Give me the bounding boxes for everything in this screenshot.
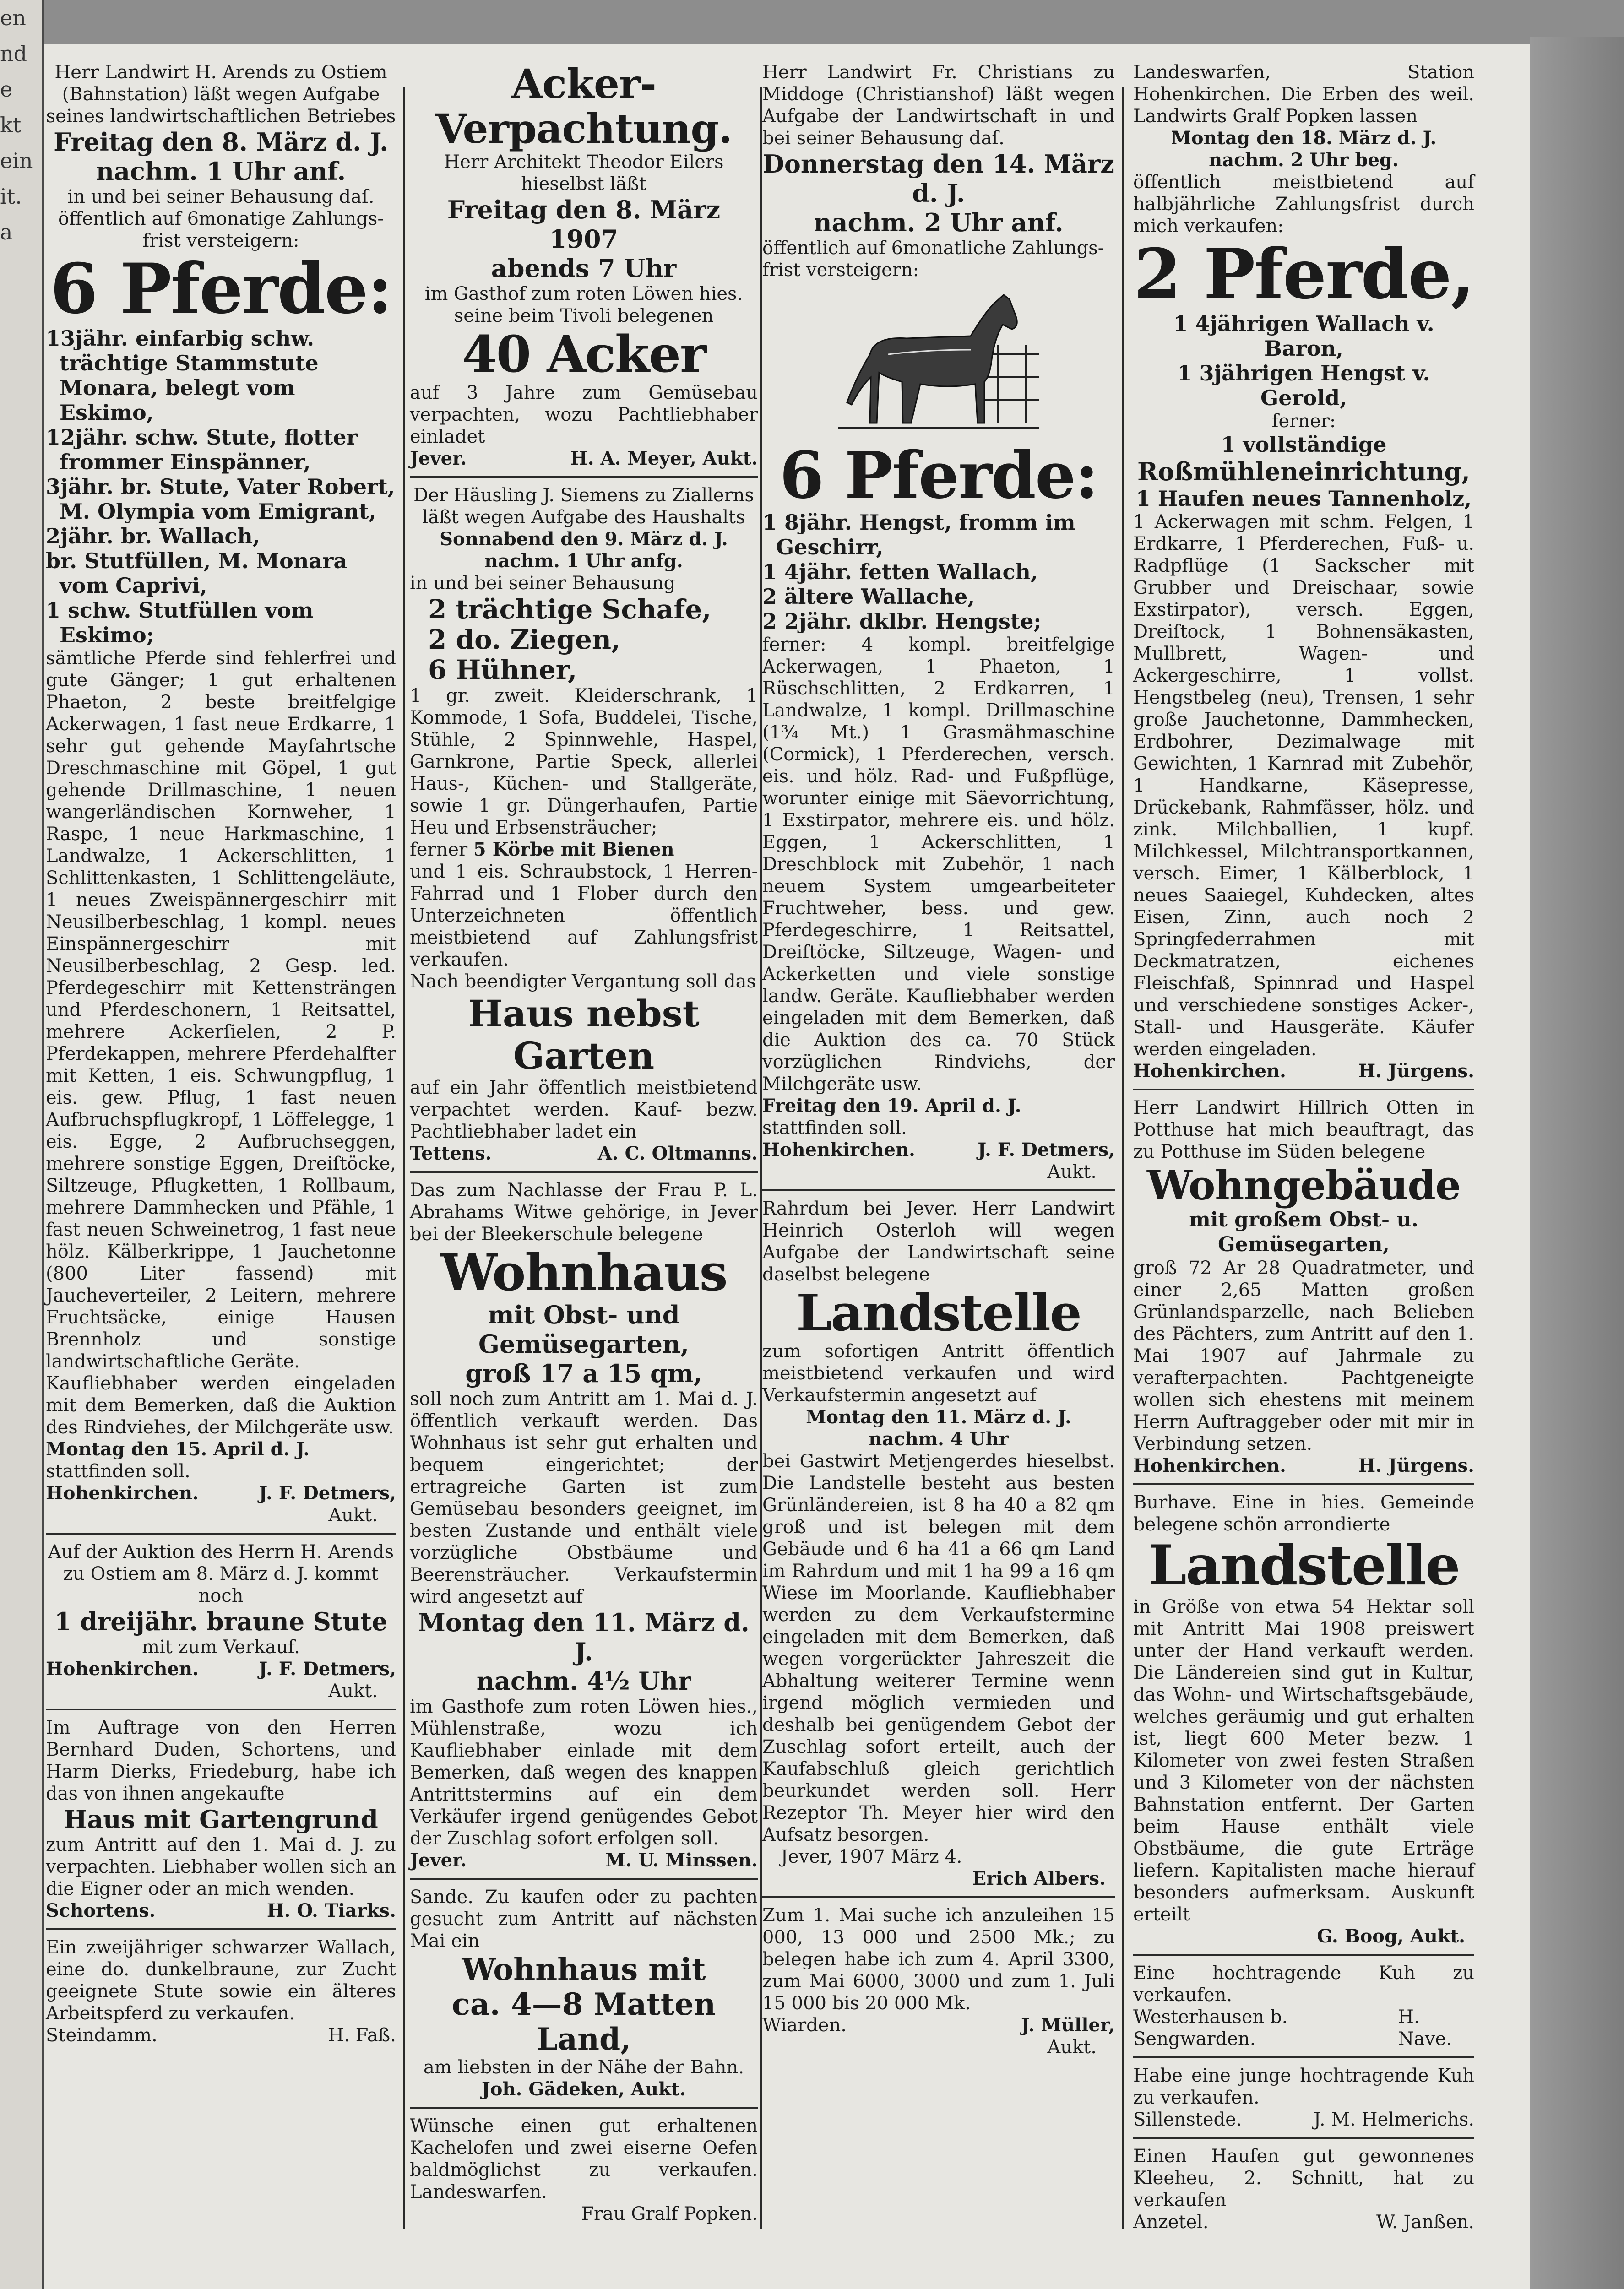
ad-signature — [1133, 1455, 1474, 1477]
sig-place: Hohenkirchen. — [46, 1658, 199, 1680]
horse-illustration-icon — [833, 286, 1044, 437]
ad-signature — [1133, 1060, 1474, 1082]
ad-intro: Herr Landwirt Fr. Christians zu Middoge (Christianshof) läßt wegen Aufgabe der Landwirtschaft in und bei seiner Behausung daſ. — [762, 62, 1115, 149]
ad-date: Freitag den 8. März 1907 — [447, 195, 721, 254]
ad-body: 1 Ackerwagen mit schm. Felgen, 1 Erdkarre, 1 Pferderechen, Fuß- u. Radpflüge (1 Sackscher mit Grubber und Dreischaar, sowie Exstirpator), versch. Eggen, Dreiſtock, 1 Bohnensäkasten, Mullbrett, Wagen- und Ackergeschirre, 1 vollst. Hengstbeleg (neu), Trensen, 1 sehr große Jauchetonne, Dammhecken, Erdbohrer, Dezimalwage mit Gewichten, 1 Karnrad mit Zubehör, 1 Handkarne, Käsepresse, Drückebank, Rahmfässer, hölz. und zink. Milchballien, 1 kupf. Milchkessel, Milchtransportkannen, versch. Eimer, 1 Kälberblock, 1 neues Saaiegel, Kuhdecken, altes Eisen, Zinn, auch noch 2 Springfederrahmen mit Deckmatratzen, eichenes Fleischfaß, Spinnrad und Haspel und verschiedene sonstiges Acker-, Stall- und Hausgeräte. Käufer werden eingeladen. — [1133, 511, 1474, 1060]
ad-separator — [46, 1928, 396, 1930]
sig-name: A. C. Oltmanns. — [597, 1143, 758, 1164]
sig-name: W. Janßen. — [1376, 2212, 1474, 2233]
ad-headline-2: mit großem Obst- u. Gemüsegarten, — [1189, 1208, 1418, 1256]
item-3: 6 Hühner, — [428, 654, 577, 685]
sig-name: J. F. Detmers, — [259, 1482, 396, 1504]
ad-acker-verpachtung — [410, 61, 758, 470]
ad-headline: Haus mit Gartengrund — [64, 1805, 378, 1834]
sig-name: H. A. Meyer, Aukt. — [570, 448, 758, 469]
ad-separator — [1133, 2056, 1474, 2058]
column-rule — [403, 87, 405, 2229]
ad-separator — [410, 1878, 758, 1880]
sig-place: Wiarden. — [762, 2015, 847, 2036]
ad-signature — [762, 2014, 1115, 2036]
sig-place: Anzetel. — [1133, 2212, 1209, 2233]
ad-intro: Der Häusling J. Siemens zu Ziallerns läßt wegen Aufgabe des Haushalts — [413, 485, 754, 528]
ad-headline: Wohnhaus mit — [462, 1952, 706, 1987]
ad-date: Sonnabend den 9. März d. J. — [440, 528, 728, 550]
ad-date-2-tail: stattfinden soll. — [46, 1461, 190, 1482]
sig-place: Jever. — [410, 1850, 467, 1871]
ad-intro: Im Auftrage von den Herren Bernhard Duden, Schortens, und Harm Dierks, Friedeburg, habe ich das von ihnen angekaufte — [46, 1717, 396, 1804]
column-2 — [410, 61, 758, 2225]
ad-janssen-kleeheu — [1133, 2145, 1474, 2233]
ad-intro: Landeswarfen, Station Hohenkirchen. Die Erben des weil. Landwirts Gralf Popken lassen — [1133, 62, 1474, 127]
item-3: 1 vollständige — [1221, 432, 1387, 457]
sig-name: H. Jürgens. — [1358, 1060, 1474, 1082]
ad-body: zum sofortigen Antritt öffentlich meistbietend verkaufen und wird Verkaufstermin angesetzt auf — [762, 1341, 1115, 1406]
ad-signature — [410, 1143, 758, 1165]
ad-body: mit zum Verkauf. — [142, 1637, 300, 1658]
ad-separator — [762, 1896, 1115, 1898]
ad-body-4: Nach beendigter Vergantung soll das — [410, 971, 756, 992]
ad-intro: Rahrdum bei Jever. Herr Landwirt Heinrich Osterloh will wegen Aufgabe der Landwirtschaft seine daselbst belegene — [762, 1198, 1115, 1285]
ad-headline: Landstelle — [1148, 1533, 1460, 1598]
ad-body: Eine hochtragende Kuh zu verkaufen. — [1133, 1963, 1474, 2006]
ad-signature — [46, 2024, 396, 2046]
ad-date-2-tail: stattfinden soll. — [762, 1117, 907, 1139]
ad-location: öffentlich auf 6monatliche Zahlungs-frist versteigern: — [762, 238, 1104, 281]
ad-headline-3: groß 17 a 15 qm, — [465, 1359, 702, 1388]
ad-separator — [410, 476, 758, 478]
ad-headline: Wohngebäude — [1147, 1161, 1461, 1209]
ad-note: Kaufliebhaber werden eingeladen mit dem Bemerken, daß die Auktion des Rindviehes, der Milchgeräte usw. — [46, 1373, 396, 1438]
sig-place: Sillenstede. — [1133, 2109, 1242, 2130]
ad-date: Donnerstag den 14. März — [763, 149, 1114, 179]
ad-signature: G. Boog, Aukt. — [1317, 1926, 1465, 1947]
ad-time: nachm. 2 Uhr anf. — [814, 208, 1064, 237]
ad-body: Habe eine junge hochtragende Kuh zu verkaufen. — [1133, 2065, 1474, 2108]
column-3 — [762, 61, 1115, 2058]
ad-body: 1 gr. zweit. Kleiderschrank, 1 Kommode, 1 Sofa, Buddelei, Tische, Stühle, 2 Spinnwehle, Haspel, Garnkrone, Partie Speck, allerlei Haus-, Küchen- und Stallgeräte, sowie 1 gr. Düngerhaufen, Partie Heu und Erbsensträucher; — [410, 685, 758, 838]
ad-headline-2: Roßmühleneinrichtung, — [1137, 457, 1470, 486]
ad-separator — [410, 1171, 758, 1173]
ad-signature — [1133, 2211, 1474, 2233]
ad-separator — [46, 1533, 396, 1535]
item-2: 2 do. Ziegen, — [428, 624, 621, 655]
ad-body: auf 3 Jahre zum Gemüsebau verpachten, wozu Pachtliebhaber einladet — [410, 382, 758, 447]
sig-name: J. F. Detmers, — [259, 1658, 396, 1680]
ad-body: ferner: 4 kompl. breitfelgige Ackerwagen, 1 Phaeton, 1 Rüschschlitten, 2 Erdkarren, 1 Landwalze, 1 kompl. Drillmaschine (1¾ Mt.) 1 Grasmähmaschine (Cormick), 1 Pferderechen, versch. eis. und hölz. Rad- und Fußpflüge, worunter einige mit Säevorrichtung, 1 Exstirpator, mehrere eis. und hölz. Eggen, 1 Ackerschlitten, 1 Dreschblock mit Zubehör, 1 nach neuem System umgearbeiteter Fruchtweher, bess. und gew. Pferdegeschirre, 1 Reitsattel, Dreiſtöcke, Siltzeuge, Wagen- und Ackerketten und viele sonstige landw. Geräte. Kaufliebhaber werden eingeladen mit dem Bemerken, daß die Auktion des ca. 70 Stück vorzüglichen Rindviehs, der Milchgeräte usw. — [762, 634, 1115, 1095]
sig-name: J. M. Helmerichs. — [1313, 2109, 1474, 2130]
ad-signature — [1133, 2109, 1474, 2131]
ad-signature — [46, 1482, 396, 1504]
ad-date: Montag den 18. März d. J. — [1171, 127, 1437, 149]
sig-title: Aukt. — [1047, 2037, 1097, 2058]
item-2: 12jähr. schw. Stute, flotter frommer Einspänner, — [46, 425, 358, 474]
ad-intro: Herr Architekt Theodor Eilers hieselbst läßt — [444, 152, 724, 195]
ad-headline: 6 Pferde: — [779, 438, 1098, 513]
ad-headline: Acker-Verpachtung. — [435, 60, 732, 152]
ad-christians-auction — [762, 61, 1115, 1183]
ad-minssen-wohnhaus — [410, 1179, 758, 1871]
ad-time: nachm. 1 Uhr anfg. — [484, 550, 683, 572]
ad-signature — [1133, 2006, 1474, 2050]
ad-separator — [762, 1189, 1115, 1191]
ad-signature: Erich Albers. — [972, 1868, 1106, 1889]
ad-body-5: auf ein Jahr öffentlich meistbietend verpachtet werden. Kauf- bezw. Pachtliebhaber ladet ein — [410, 1077, 758, 1142]
ad-date: Freitag den 8. März d. J. — [54, 127, 388, 157]
ad-date: Montag den 11. März d. J. — [806, 1406, 1071, 1428]
ad-time: nachm. 1 Uhr anf. — [96, 157, 346, 186]
ad-signature — [410, 448, 758, 470]
ad-arends-auction — [46, 61, 396, 1526]
item-2: 1 3jährigen Hengst v. Gerold, — [1177, 361, 1430, 410]
ad-headline: Haus nebst Garten — [468, 992, 700, 1077]
item-4: 2jähr. br. Wallach, — [46, 524, 260, 548]
ad-intro: Sande. Zu kaufen oder zu pachten gesucht zum Antritt auf nächsten Mai ein — [410, 1887, 758, 1952]
ad-date-2: Freitag den 19. April d. J. — [762, 1095, 1021, 1117]
ad-headline: Wohnhaus — [440, 1243, 727, 1302]
ad-intro: Herr Landwirt H. Arends zu Ostiem (Bahnstation) läßt wegen Aufgabe seines landwirtschaftlichen Betriebes — [46, 62, 396, 127]
ad-intro: Auf der Auktion des Herrn H. Arends zu Ostiem am 8. März d. J. kommt noch — [48, 1541, 394, 1606]
item-1: 1 8jähr. Hengst, fromm im Geschirr, — [762, 510, 1075, 559]
ad-ferner: ferner: — [1271, 411, 1336, 432]
ad-fass-wallach — [46, 1936, 396, 2046]
sig-place: Hohenkirchen. — [46, 1482, 199, 1504]
ad-signature — [46, 1658, 396, 1680]
sig-title: Aukt. — [328, 1681, 378, 1702]
ad-body: am liebsten in der Nähe der Bahn. — [423, 2057, 744, 2078]
ad-separator — [1133, 1954, 1474, 1956]
item-6: 1 schw. Stutfüllen vom Eskimo; — [46, 598, 314, 647]
sig-name: H. Faß. — [328, 2025, 396, 2046]
sig-place: Westerhausen b. Sengwarden. — [1133, 2007, 1288, 2050]
sig-name: M. U. Minssen. — [605, 1850, 758, 1871]
ad-separator — [410, 2107, 758, 2109]
sig-place: Jever. — [410, 448, 467, 469]
item-1: 13jähr. einfarbig schw. trächtige Stammstute Monara, belegt vom Eskimo, — [46, 326, 319, 425]
ad-location: öffentlich meistbietend auf halbjährliche Zahlungsfrist durch mich verkaufen: — [1133, 172, 1474, 237]
sig-place: Steindamm. — [46, 2025, 158, 2046]
sig-title: Aukt. — [1047, 1161, 1097, 1182]
ad-signature — [46, 1900, 396, 1922]
ad-headline: 6 Pferde: — [50, 249, 392, 329]
ad-headline: 2 Pferde, — [1134, 234, 1474, 315]
column-1 — [46, 61, 396, 2046]
ad-mueller-anleihe — [762, 1904, 1115, 2058]
ad-dateline: Jever, 1907 März 4. — [781, 1846, 962, 1867]
item-3: 2 ältere Wallache, — [762, 584, 975, 609]
ad-separator — [1133, 2137, 1474, 2139]
ad-date-2: Montag den 15. April d. J. — [46, 1438, 310, 1460]
ad-body-2: im Gasthofe zum roten Löwen hies., Mühlenstraße, wozu ich Kaufliebhaber einlade mit dem Bemerken, daß wegen des knappen Antrittstermins auf ein dem Verkäufer irgend genügendes Gebot der Zuschlag sofort erfolgen soll. — [410, 1696, 758, 1849]
ad-body-2: ferner — [410, 839, 473, 860]
sig-name: J. F. Detmers, — [978, 1139, 1115, 1161]
ad-otten-wohngebaeude — [1133, 1097, 1474, 1477]
ad-nave-kuh — [1133, 1962, 1474, 2050]
ad-location: in und bei seiner Behausung daſ. öffentlich auf 6monatige Zahlungs-frist versteigern: — [58, 186, 384, 251]
ad-time: nachm. 4½ Uhr — [476, 1666, 691, 1696]
ad-signature: Joh. Gädeken, Aukt. — [481, 2078, 686, 2100]
item-1: 1 4jährigen Wallach v. Baron, — [1173, 311, 1434, 361]
ad-body: Ein zweijähriger schwarzer Wallach, eine do. dunkelbraune, zur Zucht geeignete Stute sowie ein älteres Arbeitspferd zu verkaufen. — [46, 1937, 396, 2024]
ad-siemens-auction — [410, 484, 758, 1165]
ad-separator — [46, 1709, 396, 1710]
ad-signature — [762, 1139, 1115, 1161]
ad-body: Zum 1. Mai suche ich anzuleihen 15 000, 13 000 und 2500 Mk.; zu belegen habe ich zum 4. April 3300, zum Mai 6000, 3000 und zum 1. Juli 15 000 bis 20 000 Mk. — [762, 1905, 1115, 2014]
ad-arends-stute — [46, 1541, 396, 1702]
column-rule — [1122, 87, 1124, 2229]
item-5: br. Stutfüllen, M. Monara vom Caprivi, — [46, 548, 348, 598]
ad-time: abends 7 Uhr — [491, 254, 677, 283]
ad-headline-2: 40 Acker — [462, 325, 706, 384]
previous-page-edge — [0, 0, 44, 2289]
ad-time: nachm. 2 Uhr beg. — [1209, 149, 1399, 171]
sig-title: Aukt. — [328, 1505, 378, 1526]
ad-osterloh-landstelle — [762, 1198, 1115, 1890]
ad-location: in und bei seiner Behausung — [410, 573, 676, 594]
ad-body: zum Antritt auf den 1. Mai d. J. zu verpachten. Liebhaber wollen sich an die Eigner oder an mich wenden. — [46, 1834, 396, 1899]
ad-intro: Herr Landwirt Hillrich Otten in Potthuse hat mich beauftragt, das zu Potthuse im Süden belegene — [1133, 1097, 1474, 1162]
previous-page-text: en nd e kt ein it. a — [0, 5, 33, 244]
ad-headline-3: Land, — [536, 2021, 631, 2057]
ad-headline-2: ca. 4—8 Matten — [451, 1986, 716, 2022]
ad-time: nachm. 4 Uhr — [869, 1428, 1009, 1450]
sig-place: Hohenkirchen. — [1133, 1455, 1286, 1476]
ad-body: groß 72 Ar 28 Quadratmeter, und einer 2,65 Matten großen Grünlandsparzelle, nach Belieben des Pächters, zum Antritt auf den 1. Mai 1907 auf Jahrmale zu verafterpachten. Pachtgeneigte wollen sich ehestens mit meinem Herrn Auftraggeber oder mit mir in Verbindung setzen. — [1133, 1258, 1474, 1454]
sig-place: Tettens. — [410, 1143, 492, 1164]
ad-gaedeken-gesucht — [410, 1886, 758, 2100]
ad-tiarks-haus — [46, 1717, 396, 1922]
ad-popken-auction — [1133, 61, 1474, 1082]
sig-name: H. O. Tiarks. — [266, 1900, 396, 1921]
ad-headline-2: mit Obst- und Gemüsegarten, — [478, 1300, 690, 1359]
ad-bees: 5 Körbe mit Bienen — [473, 839, 674, 860]
ad-separator — [1133, 1483, 1474, 1485]
sig-name: J. Müller, — [1021, 2014, 1115, 2036]
ad-body-2: bei Gastwirt Metjengerdes hieselbst. Die Landstelle besteht aus besten Grünländereien, ist 8 ha 40 a 82 qm groß und ist belegen mit dem Gebäude und 6 ha 41 a 66 qm Land im Rahrdum und mit 1 ha 99 a 16 qm Wiese im Moorlande. Kaufliebhaber werden zu dem Verkaufstermine eingeladen mit dem Bemerken, daß wegen vorgerückter Jahreszeit die Abhaltung weiterer Termine wenn irgend möglich vermieden und deshalb bei genügendem Gebot der Zuschlag sofort erteilt, auch der Kaufabschluß gleich gerichtlich beurkundet werden soll. Herr Rezeptor Th. Meyer hier wird den Aufsatz besorgen. — [762, 1451, 1115, 1845]
ad-date: Montag den 11. März d. J. — [418, 1608, 750, 1666]
ad-separator — [1133, 1089, 1474, 1090]
item-4: 2 2jähr. dklbr. Hengste; — [762, 609, 1042, 634]
item-2: 1 4jähr. fetten Wallach, — [762, 559, 1038, 584]
item-3: 3jähr. br. Stute, Vater Robert, M. Olympia vom Emigrant, — [46, 474, 395, 524]
ad-body-3: und 1 eis. Schraubstock, 1 Herren-Fahrrad und 1 Flober durch den Unterzeichneten öffentlich meistbietend auf Zahlungsfrist verkaufen. — [410, 861, 758, 970]
sig-place: Hohenkirchen. — [762, 1139, 915, 1161]
ad-headline: 1 dreijähr. braune Stute — [54, 1607, 388, 1636]
sig-name: H. Nave. — [1398, 2007, 1452, 2050]
column-4 — [1133, 61, 1474, 2233]
ad-body: soll noch zum Antritt am 1. Mai d. J. öffentlich verkauft werden. Das Wohnhaus ist sehr gut erhalten und bequem eingerichtet; der ertragreiche Garten ist zum Gemüsebau besonders geeignet, im besten Zustande und enthält viele vorzügliche Obstbäume und Beerensträucher. Verkaufstermin wird angesetzt auf — [410, 1389, 758, 1607]
page-gutter — [1530, 37, 1624, 2289]
ad-location: im Gasthof zum roten Löwen hies. seine beim Tivoli belegenen — [424, 283, 743, 326]
ad-helmerichs-kuh — [1133, 2065, 1474, 2131]
ad-intro: Burhave. Eine in hies. Gemeinde belegene schön arrondierte — [1133, 1492, 1474, 1535]
sig-place: Schortens. — [46, 1900, 156, 1921]
ad-body: in Größe von etwa 54 Hektar soll mit Antritt Mai 1908 preiswert unter der Hand verkauft werden. Die Ländereien sind gut in Kultur, das Wohn- und Wirtschaftsgebäude, welches geräumig und gut erhalten ist, liegt 600 Meter bezw. 1 Kilometer von zwei festen Straßen und 3 Kilometer von der nächsten Bahnstation entfernt. Der Garten beim Hause enthält viele Obstbäume, die gute Erträge liefern. Kapitalisten mache hierauf besonders aufmerksam. Auskunft erteilt — [1133, 1596, 1474, 1925]
sig-place: Hohenkirchen. — [1133, 1060, 1286, 1082]
ad-signature — [410, 1850, 758, 1871]
ad-popken-oefen — [410, 2115, 758, 2225]
column-rule — [760, 87, 762, 2229]
ad-signature: Frau Gralf Popken. — [581, 2203, 758, 2224]
item-4: 1 Haufen neues Tannenholz, — [1135, 486, 1472, 511]
sig-name: H. Jürgens. — [1358, 1455, 1474, 1476]
ad-body: sämtliche Pferde sind fehlerfrei und gute Gänger; 1 gut erhaltenen Phaeton, 2 beste breitfelgige Ackerwagen, 1 fast neue Erdkarre, 1 sehr gut gehende Mayfahrtsche Dreschmaschine mit Göpel, 1 gut gehende Drillmaschine, 1 neuen wangerländischen Kornweher, 1 Raspe, 1 neue Harkmaschine, 1 Landwalze, 1 Ackerschlitten, 1 Schlittenkasten, 1 Schlittengeläute, 1 neues Zweispännergeschirr mit Neusilberbeschlag, 1 kompl. neues Einspännergeschirr mit Neusilberbeschlag, 2 Gesp. led. Pferdegeschirr mit Kettensträngen und Pferdeschonern, 1 Reitsattel, mehrere Ackerſielen, 2 P. Pferdekappen, mehrere Pferdehalfter mit Ketten, 1 eis. Schwungpflug, 1 eis. gew. Pflug, 1 fast neuen Aufbruchspflugkropf, 1 Löffelegge, 1 eis. Egge, 2 Aufbruchseggen, mehrere sonstige Eggen, Dreiſtöcke, Siltzeuge, Pflugketten, 1 Rollbaum, mehrere Dammhecken und Pfähle, 1 fast neuen Schweinetrog, 1 fast neue hölz. Kälberkrippe, 1 Jauchetonne (800 Liter fassend) mit Jaucheverteiler, 2 Leitern, mehrere Fruchtsäcke, einige Hausen Brennholz und sonstige landwirtschaftliche Geräte. — [46, 648, 396, 1372]
ad-body: Einen Haufen gut gewonnenes Kleeheu, 2. Schnitt, hat zu verkaufen — [1133, 2146, 1474, 2211]
item-1: 2 trächtige Schafe, — [428, 594, 712, 625]
ad-intro: Das zum Nachlasse der Frau P. L. Abrahams Witwe gehörige, in Jever bei der Bleekerschule belegene — [410, 1180, 758, 1245]
ad-date-year: d. J. — [912, 179, 965, 208]
ad-headline: Landstelle — [796, 1283, 1081, 1342]
ad-body: Wünsche einen gut erhaltenen Kachelofen und zwei eiserne Oefen baldmöglichst zu verkaufen. Landeswarfen. — [410, 2115, 758, 2202]
ad-boog-landstelle — [1133, 1492, 1474, 1947]
